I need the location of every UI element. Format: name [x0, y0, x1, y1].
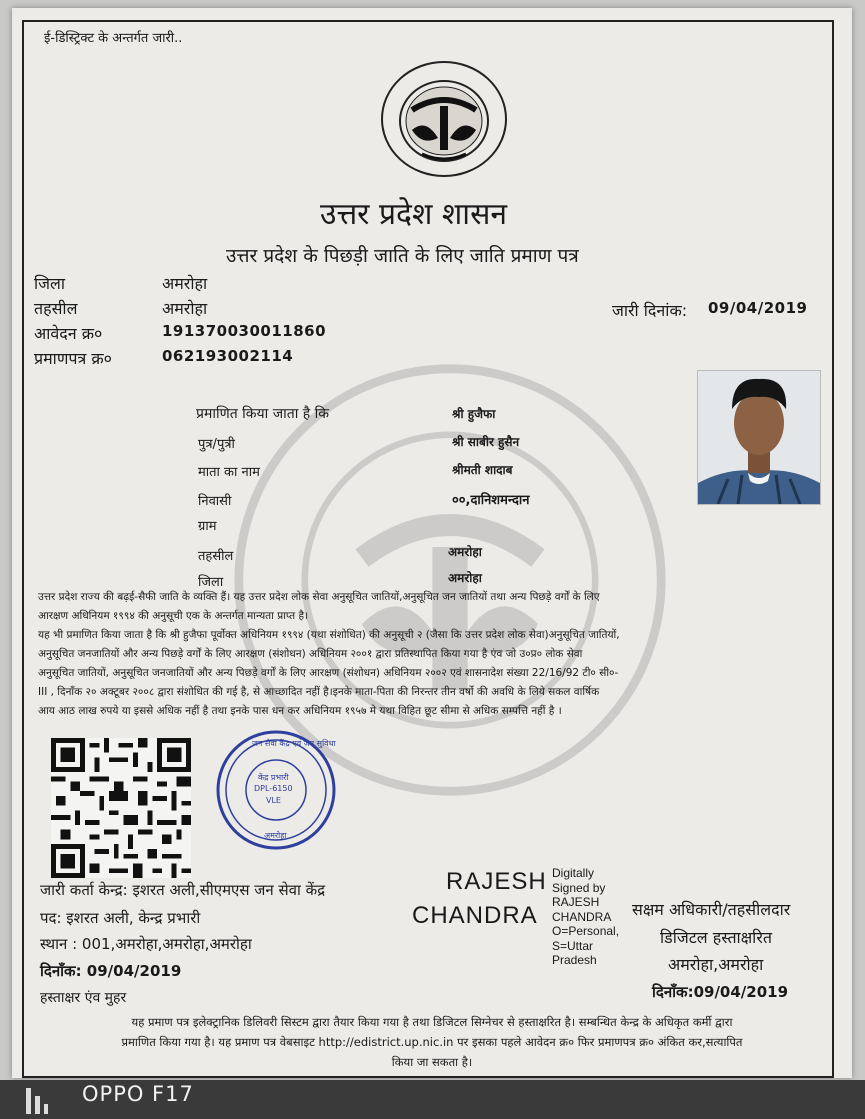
- body-line: आरक्षण अधिनियम १९९४ की अनुसूची एक के अन्तर्गत मान्यता प्राप्त है।: [38, 610, 309, 622]
- detail-label: प्रमाणित किया जाता है कि: [196, 406, 330, 422]
- applicant-photo: [697, 370, 821, 505]
- stamp-center-top: केंद्र प्रभारी: [258, 773, 289, 782]
- footer-line: प्रमाणित किया गया है। यह प्रमाण पत्र वेबसाइट http://edistrict.up.nic.in पर इसका पहले आवेदन क्र० फिर प्रमाणपत्र क्र० अंकित कर,सत्यापित: [121, 1035, 743, 1049]
- body-line: आय आठ लाख रुपये या इससे अधिक नहीं है तथा इनके पास धन कर अधिनियम १९५७ मे यथा विहित छूट सीमा से अधिक सम्पत्ति नहीं है ।: [38, 705, 562, 717]
- sig-detail-line: O=Personal,: [552, 924, 620, 938]
- issuer-post: पद: इशरत अली, केन्द्र प्रभारी: [40, 909, 201, 927]
- detail-label: पुत्र/पुत्री: [198, 437, 235, 452]
- issuing-center: जारी कर्ता केन्द्र: इशरत अली,सीएमएस जन सेवा केंद्र: [40, 881, 326, 899]
- body-line: उत्तर प्रदेश राज्य की बढ़ई-सैफी जाति के व्यक्ति हैं। यह उत्तर प्रदेश लोक सेवा अनुसूचित जातियों,अनुसूचित जन जातियों तथा अन्य पिछड़े वर्गों के लिए: [38, 591, 600, 603]
- detail-value: श्रीमती शादाब: [452, 463, 513, 477]
- officer-title: सक्षम अधिकारी/तहसीलदार: [632, 900, 791, 919]
- application-label: आवेदन क्र०: [34, 324, 103, 343]
- camera-watermark: OPPO F17: [82, 1082, 194, 1106]
- detail-label: जिला: [198, 575, 224, 590]
- signer-name-line1: RAJESH: [446, 868, 547, 895]
- detail-label: ग्राम: [198, 519, 217, 534]
- qr-code: [48, 738, 194, 878]
- signer-name-line2: CHANDRA: [412, 902, 538, 929]
- detail-value: श्री हुजैफा: [452, 407, 496, 421]
- footer-line: यह प्रमाण पत्र इलेक्ट्रानिक डिलिवरी सिस्टम द्वारा तैयार किया गया है तथा डिजिटल सिग्नेचर से हस्ताक्षरित है। सम्बन्धित केन्द्र के अधिकृत कर्मी द्वारा: [131, 1015, 733, 1029]
- issuer-date: दिनाँक: 09/04/2019: [40, 962, 182, 980]
- detail-value: अमरोहा: [448, 545, 482, 559]
- detail-value: श्री साबीर हुसैन: [452, 435, 520, 449]
- detail-value: अमरोहा: [448, 571, 482, 585]
- tehsil-value: अमरोहा: [162, 299, 208, 318]
- certificate-number: 062193002114: [162, 347, 294, 365]
- issue-date-label: जारी दिनांक:: [612, 301, 688, 320]
- stamp-outer-text: जन सेवा केंद्र एवं जन सुविधा: [252, 739, 336, 748]
- officer-date: दिनाँक:09/04/2019: [652, 983, 789, 1001]
- issuer-sign-label: हस्ताक्षर एंव मुहर: [40, 990, 127, 1006]
- detail-label: तहसील: [198, 549, 234, 564]
- camera-brand-icon: [24, 1086, 50, 1116]
- body-line: III , दिनाँक २० अक्टूबर २००८ द्वारा संशोधित की गई है, से आच्छादित नहीं है।इनके माता-पिता की निरन्तर तीन वर्षो की अवधि के लिये सकल वार्षिक: [38, 686, 600, 698]
- stamp-code: DPL-6150: [254, 784, 293, 793]
- district-value: अमरोहा: [162, 274, 208, 293]
- stamp-center-bottom: VLE: [266, 796, 281, 805]
- issuer-place: स्थान : 001,अमरोहा,अमरोहा,अमरोहा: [40, 935, 252, 953]
- certificate-subtitle: उत्तर प्रदेश के पिछड़ी जाति के लिए जाति प्रमाण पत्र: [226, 245, 579, 267]
- issue-date-value: 09/04/2019: [708, 299, 808, 317]
- detail-value: ००,दानिशमन्दान: [452, 493, 530, 508]
- stamp-bottom-text: अमरोहा: [264, 831, 287, 840]
- sig-detail-line: S=Uttar: [552, 938, 594, 953]
- officer-subtitle: डिजिटल हस्ताक्षरित: [660, 928, 772, 947]
- sig-detail-line: Digitally: [552, 866, 595, 880]
- officer-place: अमरोहा,अमरोहा: [668, 955, 764, 974]
- body-line: अनुसूचित जातियों, अनुसूचित जनजातियों और अन्य पिछड़े वर्गों के लिए आरक्षण (संशोधन) अधिनियम २००२ एवं शासनादेश संख्या 22/16/92 टी० सी०-: [38, 667, 619, 679]
- district-label: जिला: [34, 274, 66, 293]
- sig-detail-line: Pradesh: [552, 953, 597, 967]
- tehsil-label: तहसील: [34, 299, 78, 318]
- body-line: यह भी प्रमाणित किया जाता है कि श्री हुजैफा पूर्वोक्त अधिनियम १९९४ (यथा संशोधित) की अनुसूची २ (जैसा कि उत्तर प्रदेश लोक सेवा)अनुसूचित जातियों,: [38, 629, 620, 641]
- header-note: ई-डिस्ट्रिक्ट के अन्तर्गत जारी..: [44, 31, 183, 46]
- application-number: 191370030011860: [162, 322, 327, 340]
- digital-signature-details: [552, 866, 619, 968]
- sig-detail-line: CHANDRA: [552, 909, 612, 924]
- sig-detail-line: RAJESH: [552, 895, 600, 909]
- certificate-body: [38, 588, 828, 721]
- detail-label: माता का नाम: [198, 465, 260, 480]
- sig-detail-line: Signed by: [552, 880, 606, 895]
- certificate-label: प्रमाणपत्र क्र०: [34, 349, 112, 368]
- certificate-footer-note: [42, 1012, 822, 1072]
- body-line: अनुसूचित जनजातियों और अन्य पिछड़े वर्गों के लिए आरक्षण (संशोधन) अधिनियम २००१ द्वारा प्रतिस्थापित किया गया है एंव जो उ०प्र० लोक सेवा: [38, 648, 583, 660]
- center-stamp: [214, 728, 338, 852]
- footer-line: किया जा सकता है।: [391, 1055, 473, 1069]
- page-title: उत्तर प्रदेश शासन: [320, 197, 508, 232]
- detail-label: निवासी: [198, 494, 232, 509]
- up-government-emblem: [378, 58, 510, 180]
